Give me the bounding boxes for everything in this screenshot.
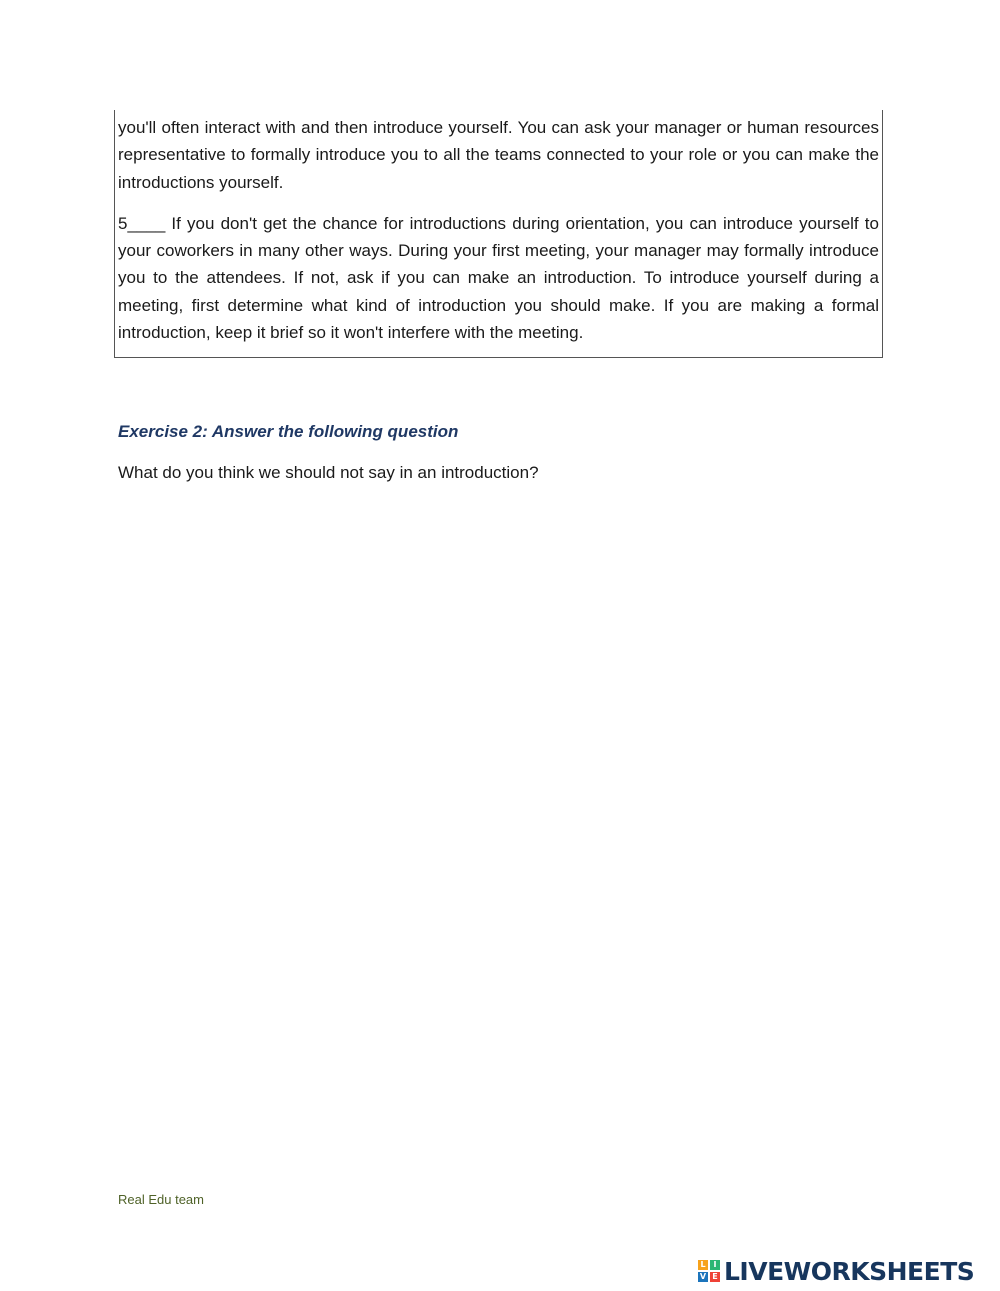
logo-icon	[698, 1260, 720, 1282]
logo-icon-letter: V	[699, 1272, 707, 1281]
exercise-question: What do you think we should not say in an introduction?	[118, 463, 539, 482]
liveworksheets-logo[interactable]	[698, 1255, 974, 1287]
logo-icon-letter: I	[710, 1260, 720, 1270]
logo-icon-letter: L	[698, 1260, 708, 1270]
exercise-heading: Exercise 2: Answer the following question	[118, 422, 459, 441]
logo-text: LIVEWORKSHEETS	[724, 1256, 975, 1286]
passage-paragraph-5: 5____ If you don't get the chance for introductions during orientation, you can introduce yourself to your coworkers in many other ways. During your first meeting, your manager may formally introduce you to the attendees. If not, ask if you can make an introduction. To introduce yourself during a meeting, first determine what kind of introduction you should make. If you are making a formal introduction, keep it brief so it won't interfere with the meeting.	[118, 213, 879, 343]
footer-credit: Real Edu team	[118, 1192, 204, 1207]
reading-passage-box	[114, 110, 883, 358]
logo-icon-letter: E	[710, 1272, 720, 1282]
passage-paragraph-continued: you'll often interact with and then introduce yourself. You can ask your manager or human resources representative to formally introduce you to all the teams connected to your role or you can make the introductions yourself.	[118, 118, 879, 192]
